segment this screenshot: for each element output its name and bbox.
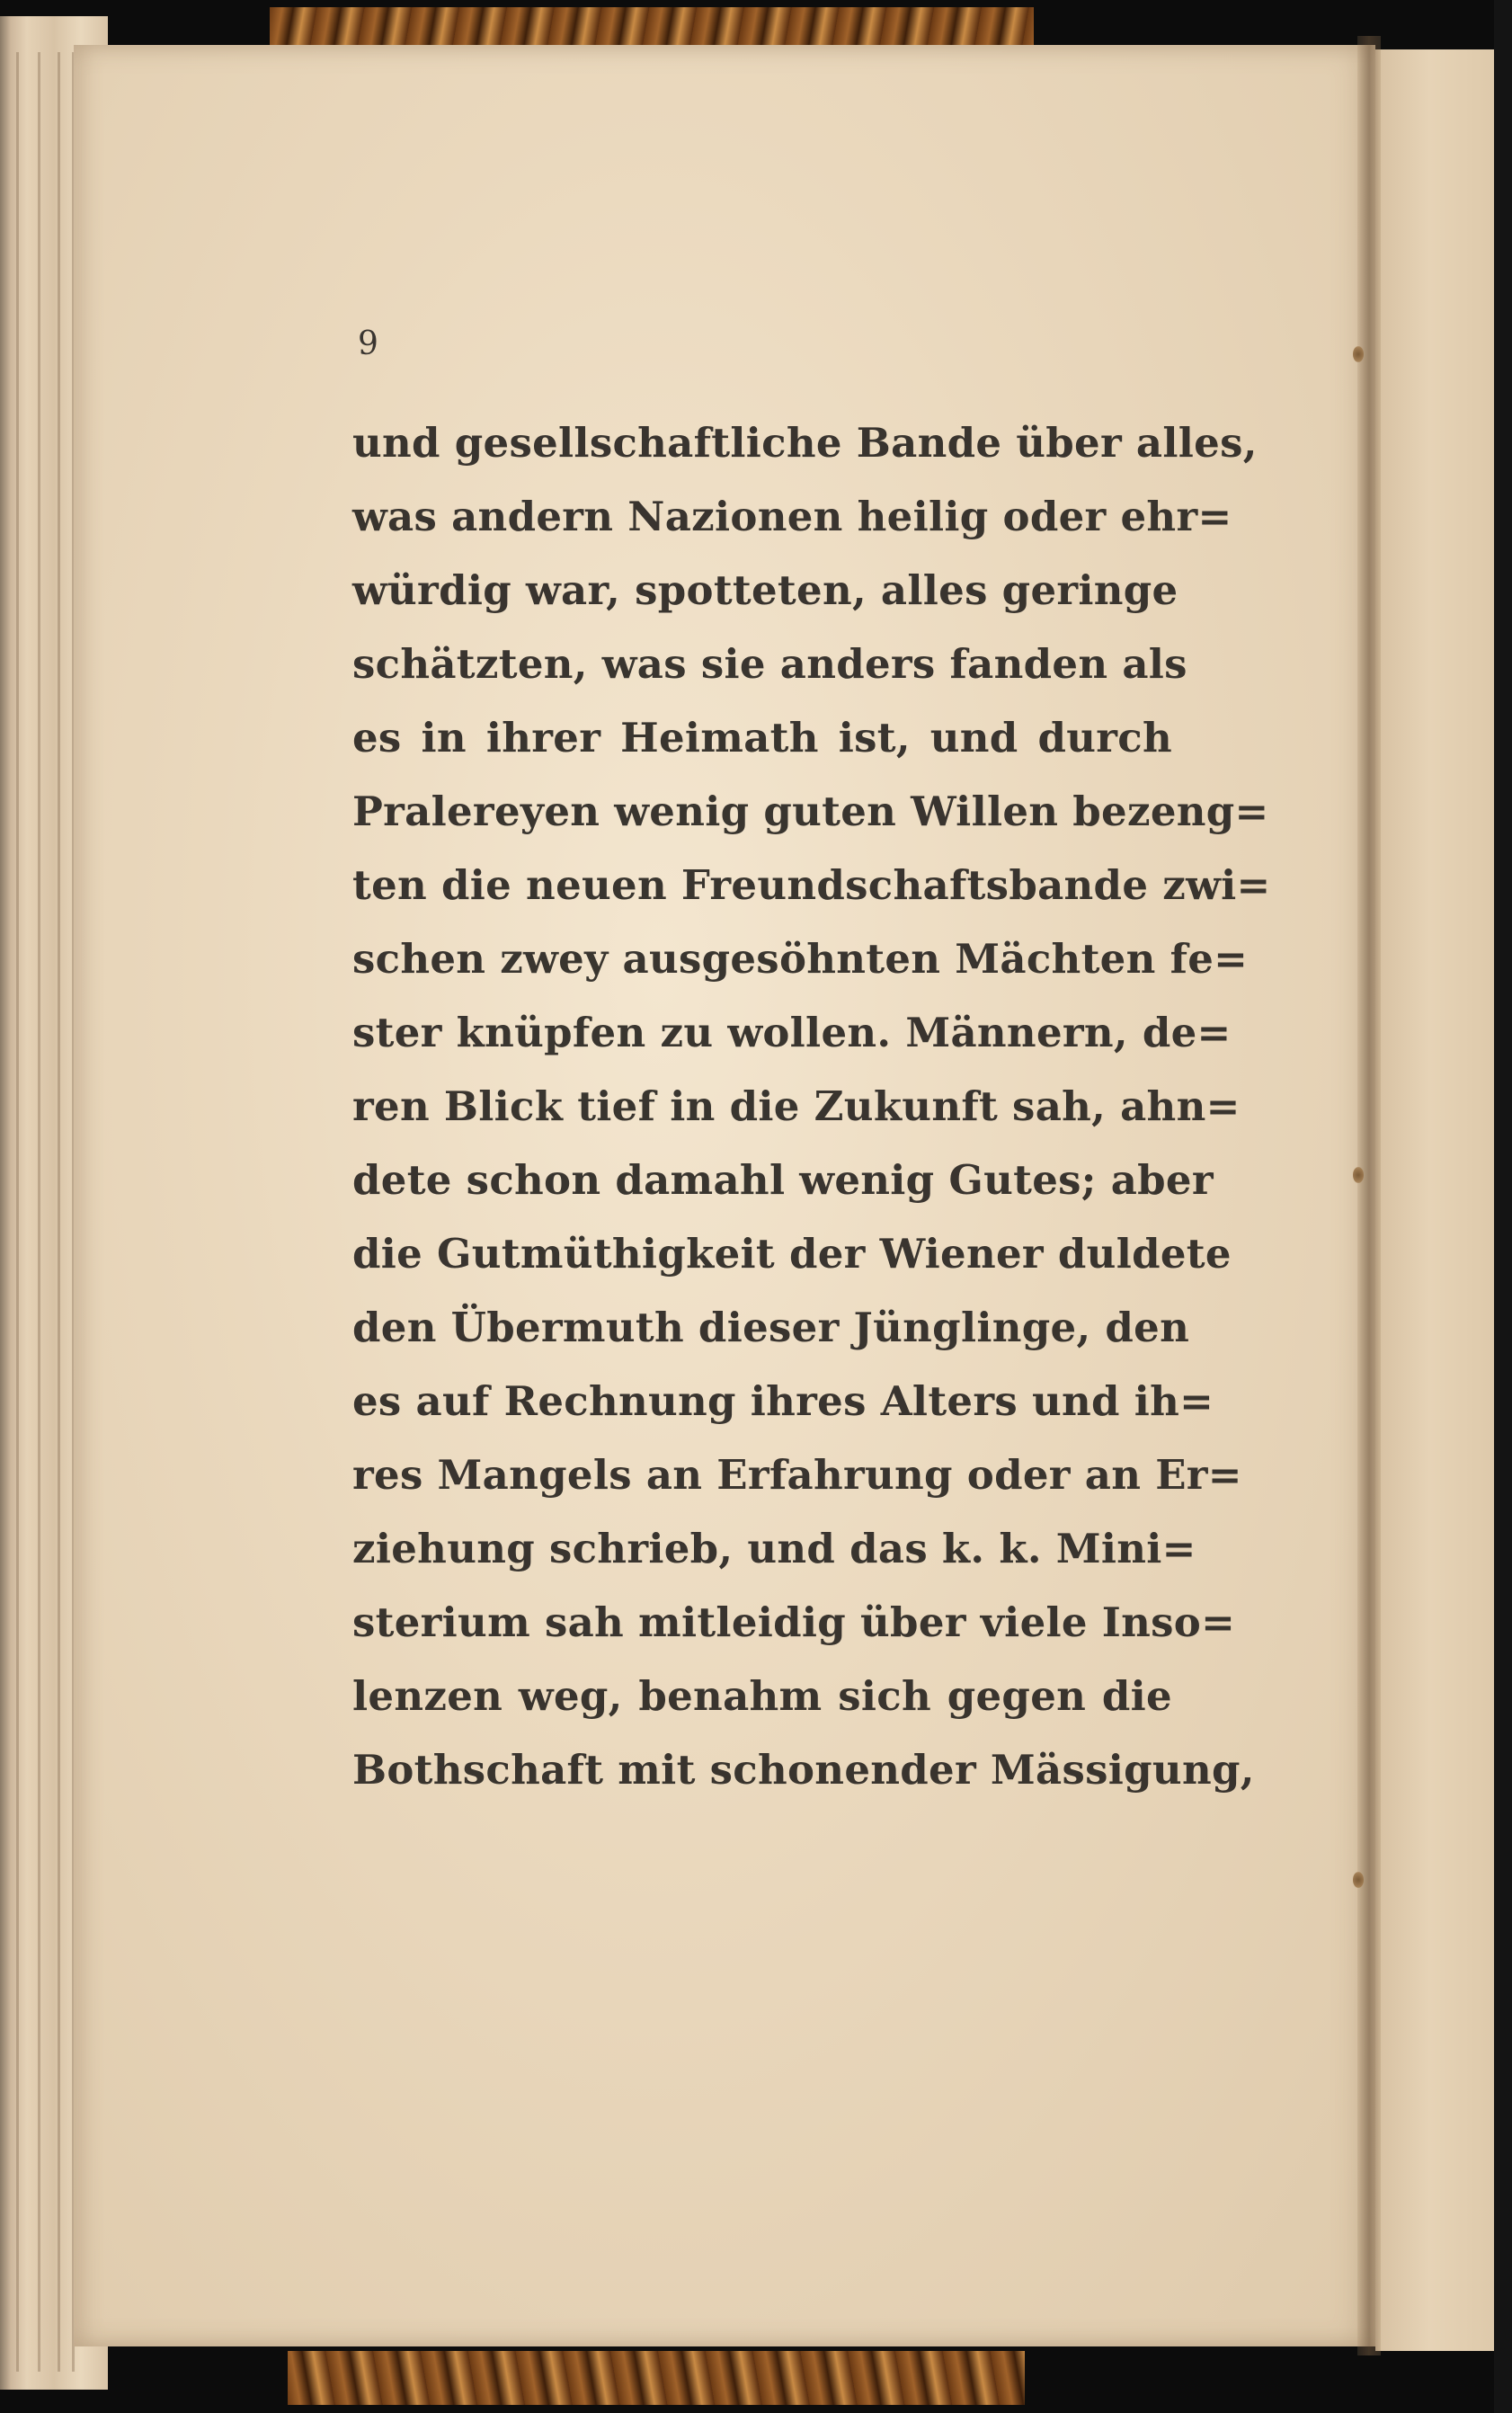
marbled-cover-bottom — [288, 2351, 1025, 2405]
text-line: schen zwey ausgesöhnten Mächten fe= — [352, 935, 1249, 983]
text-line: es in ihrer Heimath ist, und durch — [352, 714, 1172, 761]
binding-hole — [1353, 1167, 1364, 1183]
text-line: würdig war, spotteten, alles geringe — [352, 566, 1178, 614]
page-number: 9 — [358, 325, 378, 362]
page-edge-line — [58, 52, 60, 2372]
page-edge-line — [16, 52, 19, 2372]
text-line: ren Blick tief in die Zukunft sah, ahn= — [352, 1082, 1241, 1130]
page-gutter — [1357, 36, 1381, 2355]
text-line: res Mangels an Erfahrung oder an Er= — [352, 1451, 1242, 1499]
binding-hole — [1353, 1872, 1364, 1888]
page-edge-line — [38, 52, 40, 2372]
text-line: lenzen weg, benahm sich gegen die — [352, 1672, 1172, 1720]
binding-hole — [1353, 346, 1364, 362]
text-line: und gesellschaftliche Bande über alles, — [352, 419, 1258, 467]
text-line: ten die neuen Freundschaftsbande zwi= — [352, 861, 1271, 909]
text-line: schätzten, was sie anders fanden als — [352, 640, 1187, 688]
text-line: dete schon damahl wenig Gutes; aber — [352, 1156, 1214, 1204]
facing-page — [1375, 49, 1510, 2351]
text-line: was andern Nazionen heilig oder ehr= — [352, 493, 1232, 540]
text-line: Pralereyen wenig guten Willen bezeng= — [352, 788, 1269, 835]
body-text — [352, 406, 1271, 1807]
text-line: ster knüpfen zu wollen. Männern, de= — [352, 1009, 1232, 1056]
text-line: Bothschaft mit schonender Mässigung, — [352, 1746, 1255, 1794]
text-line: den Übermuth dieser Jünglinge, den — [352, 1304, 1190, 1351]
text-line: sterium sah mitleidig über viele Inso= — [352, 1598, 1236, 1646]
background-edge — [1494, 0, 1512, 2413]
text-line: es auf Rechnung ihres Alters und ih= — [352, 1377, 1214, 1425]
text-line: ziehung schrieb, und das k. k. Mini= — [352, 1525, 1196, 1572]
text-line: die Gutmüthigkeit der Wiener duldete — [352, 1230, 1232, 1278]
